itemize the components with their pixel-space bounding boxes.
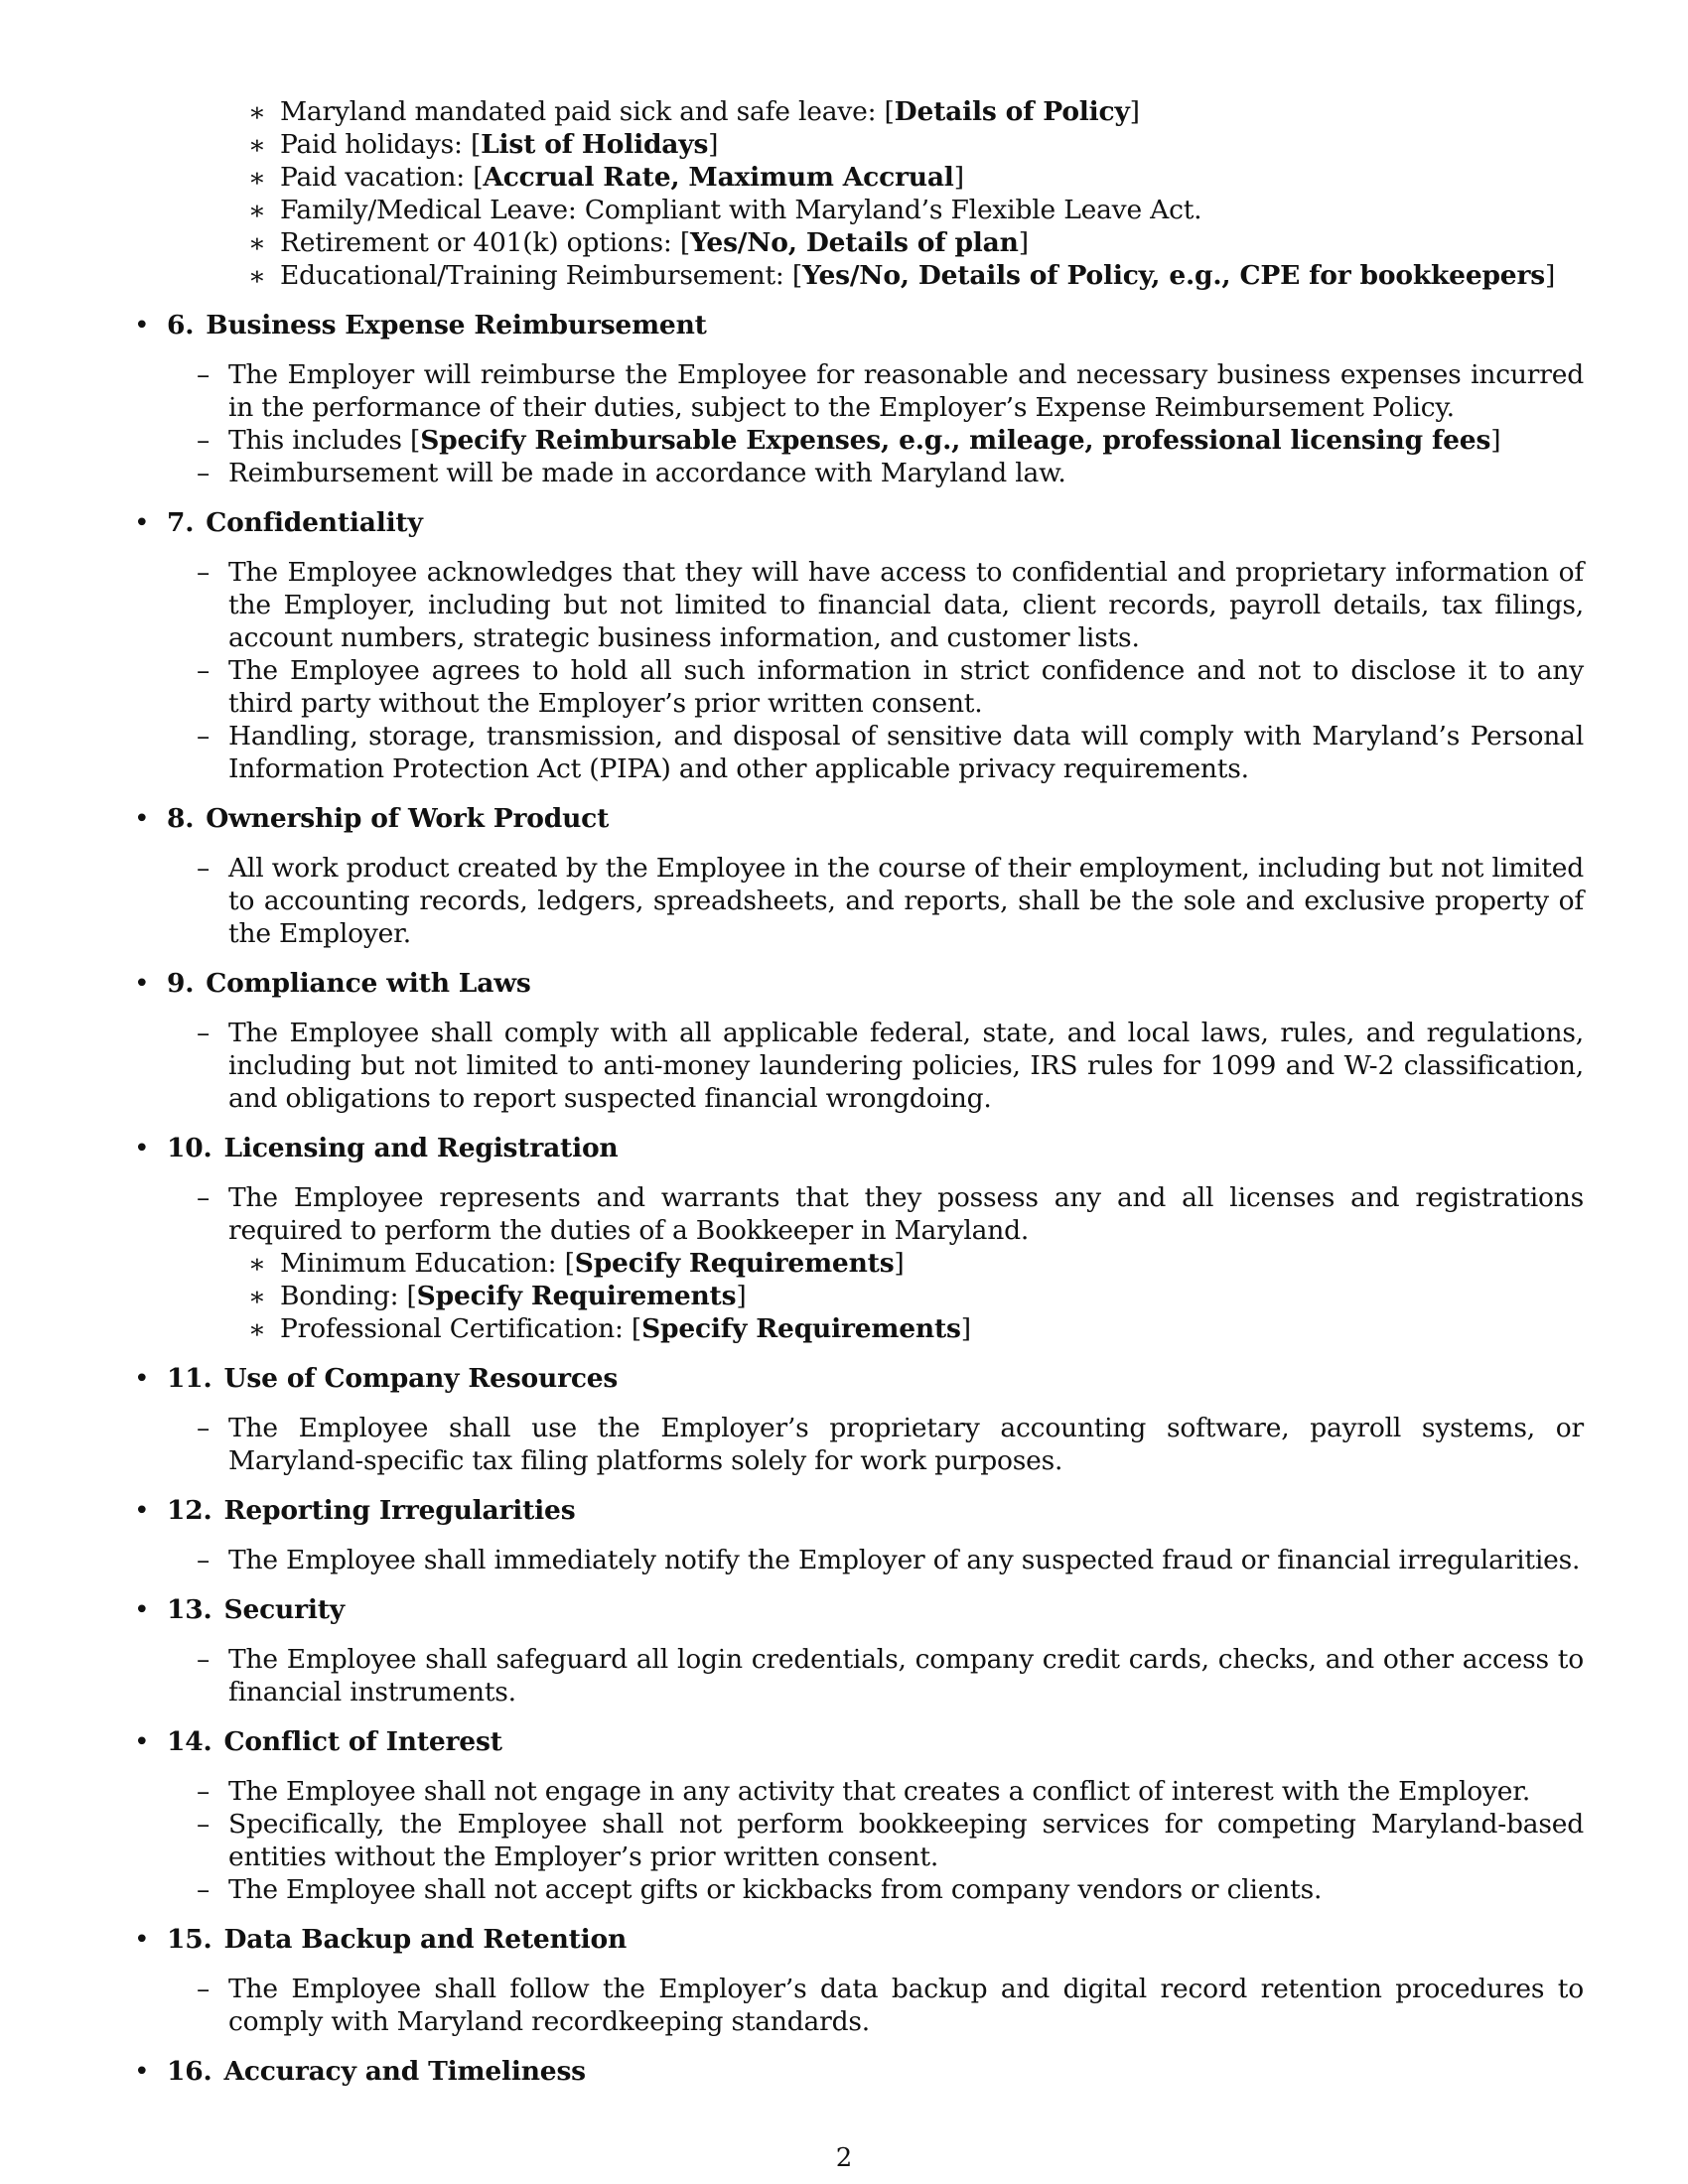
section-heading xyxy=(134,1725,1589,1758)
placeholder-field xyxy=(407,1281,747,1311)
item-text: Professional Certification: xyxy=(280,1313,632,1344)
section-heading xyxy=(134,967,1589,1000)
item-text: Minimum Education: xyxy=(280,1248,565,1279)
clause-item xyxy=(134,358,1589,424)
bracket-open: [ xyxy=(564,1248,575,1279)
placeholder-text: Specify Requirements xyxy=(416,1281,737,1311)
bracket-close: ] xyxy=(1018,227,1029,258)
placeholder-field xyxy=(792,260,1555,291)
list-marker: – xyxy=(197,1545,211,1575)
clause-item xyxy=(134,1973,1589,2038)
placeholder-text: Specify Requirements xyxy=(641,1313,961,1344)
section-number: 12. xyxy=(167,1495,212,1526)
placeholder-field xyxy=(473,162,964,193)
item-text: The Employee shall not engage in any activity that creates a conflict of interest with the Employer. xyxy=(228,1776,1531,1807)
section-number: 11. xyxy=(167,1363,212,1394)
requirement-item xyxy=(134,1280,1589,1312)
section-title: Confidentiality xyxy=(206,507,423,538)
list-marker: ∗ xyxy=(248,261,266,292)
clause-item xyxy=(134,1873,1589,1906)
section-number: 13. xyxy=(167,1594,212,1625)
bullet-icon: • xyxy=(134,507,150,538)
placeholder-field xyxy=(680,227,1029,258)
item-text: Family/Medical Leave: Compliant with Maryland’s Flexible Leave Act. xyxy=(280,195,1202,225)
item-text: The Employee represents and warrants that they possess any and all licenses and registrations required to perform the duties of a Bookkeeper in Maryland. xyxy=(228,1182,1584,1246)
placeholder-text: List of Holidays xyxy=(481,129,709,160)
bracket-open: [ xyxy=(470,129,482,160)
bracket-open: [ xyxy=(884,96,895,127)
clause-item xyxy=(134,1544,1589,1576)
item-text: The Employee shall not accept gifts or kickbacks from company vendors or clients. xyxy=(228,1874,1323,1905)
clause-item xyxy=(134,457,1589,489)
bullet-icon: • xyxy=(134,1726,150,1757)
list-marker: – xyxy=(197,458,211,488)
list-marker: – xyxy=(197,557,211,588)
section-heading xyxy=(134,309,1589,341)
section-title: Conflict of Interest xyxy=(223,1726,502,1757)
list-marker: ∗ xyxy=(248,196,266,226)
benefit-item xyxy=(134,194,1589,226)
list-marker: – xyxy=(197,1974,211,2004)
placeholder-field xyxy=(885,96,1140,127)
item-text: The Employer will reimburse the Employee for reasonable and necessary business expenses incurred in the performance of their duties, subject to the Employer’s Expense Reimbursement Policy. xyxy=(228,359,1584,423)
item-text: The Employee shall use the Employer’s proprietary accounting software, payroll systems, or Maryland-specific tax filing platforms solely for work purposes. xyxy=(228,1413,1584,1476)
list-marker: – xyxy=(197,721,211,751)
list-marker: ∗ xyxy=(248,97,266,128)
section-number: 8. xyxy=(167,803,195,834)
item-text: Reimbursement will be made in accordance with Maryland law. xyxy=(228,458,1066,488)
clause-item xyxy=(134,1017,1589,1115)
list-marker: ∗ xyxy=(248,130,266,161)
bracket-close: ] xyxy=(1544,260,1556,291)
benefit-item xyxy=(134,259,1589,292)
list-marker: – xyxy=(197,359,211,390)
bullet-icon: • xyxy=(134,968,150,999)
list-marker: – xyxy=(197,655,211,686)
item-text: Paid holidays: xyxy=(280,129,471,160)
section-title: Use of Company Resources xyxy=(223,1363,619,1394)
bracket-open: [ xyxy=(791,260,803,291)
item-text: Educational/Training Reimbursement: xyxy=(280,260,792,291)
section-heading xyxy=(134,1923,1589,1956)
list-marker: – xyxy=(197,853,211,884)
bracket-close: ] xyxy=(736,1281,747,1311)
placeholder-field xyxy=(632,1313,971,1344)
list-marker: – xyxy=(197,1809,211,1840)
bracket-open: [ xyxy=(406,1281,417,1311)
clause-item xyxy=(134,556,1589,654)
clause-item xyxy=(134,654,1589,720)
section-number: 6. xyxy=(167,310,195,341)
section-number: 10. xyxy=(167,1133,212,1163)
placeholder-text: Details of Policy xyxy=(894,96,1130,127)
list-marker: ∗ xyxy=(248,1249,266,1280)
placeholder-text: Specify Requirements xyxy=(574,1248,895,1279)
bullet-icon: • xyxy=(134,1363,150,1394)
item-text: Paid vacation: xyxy=(280,162,474,193)
placeholder-text: Specify Reimbursable Expenses, e.g., mileage, professional licensing fees xyxy=(420,425,1491,456)
item-text: Handling, storage, transmission, and disposal of sensitive data will comply with Maryland’s Personal Information Protection Act (PIPA) and other applicable privacy requirements. xyxy=(228,721,1584,784)
section-number: 7. xyxy=(167,507,195,538)
bullet-icon: • xyxy=(134,2056,150,2087)
document-body xyxy=(134,95,1589,2105)
requirement-item xyxy=(134,1312,1589,1345)
clause-item xyxy=(134,1412,1589,1477)
benefit-item xyxy=(134,226,1589,259)
section-number: 16. xyxy=(167,2056,212,2087)
section-heading xyxy=(134,1494,1589,1527)
list-marker: – xyxy=(197,1413,211,1443)
bracket-close: ] xyxy=(1490,425,1501,456)
list-marker: – xyxy=(197,1776,211,1807)
bracket-open: [ xyxy=(679,227,691,258)
benefit-item xyxy=(134,161,1589,194)
placeholder-field xyxy=(410,425,1500,456)
placeholder-field xyxy=(565,1248,905,1279)
bracket-open: [ xyxy=(473,162,484,193)
section-title: Data Backup and Retention xyxy=(223,1924,628,1955)
bracket-open: [ xyxy=(410,425,421,456)
section-heading xyxy=(134,1362,1589,1395)
placeholder-text: Accrual Rate, Maximum Accrual xyxy=(483,162,954,193)
bullet-icon: • xyxy=(134,1924,150,1955)
item-text: Bonding: xyxy=(280,1281,407,1311)
section-title: Security xyxy=(223,1594,345,1625)
list-marker: – xyxy=(197,1874,211,1905)
section-number: 14. xyxy=(167,1726,212,1757)
section-number: 9. xyxy=(167,968,195,999)
item-text: All work product created by the Employee in the course of their employment, including but not limited to accounting records, ledgers, spreadsheets, and reports, shall be the sole and exclusive property of the Employer. xyxy=(228,853,1584,949)
list-marker: – xyxy=(197,425,211,456)
bracket-close: ] xyxy=(953,162,964,193)
placeholder-text: Yes/No, Details of Policy, e.g., CPE for bookkeepers xyxy=(802,260,1545,291)
benefit-item xyxy=(134,128,1589,161)
section-heading xyxy=(134,1132,1589,1164)
placeholder-field xyxy=(471,129,718,160)
item-text: The Employee shall comply with all applicable federal, state, and local laws, rules, and regulations, including but not limited to anti-money laundering policies, IRS rules for 1099 and W-2 classification, and obligations to report suspected financial wrongdoing. xyxy=(228,1018,1584,1114)
item-text: The Employee shall follow the Employer’s data backup and digital record retention procedures to comply with Maryland recordkeeping standards. xyxy=(228,1974,1584,2037)
section-heading xyxy=(134,802,1589,835)
benefits-list xyxy=(134,95,1589,292)
benefit-item xyxy=(134,95,1589,128)
clause-item xyxy=(134,720,1589,785)
section-heading xyxy=(134,2055,1589,2088)
clause-item xyxy=(134,1643,1589,1708)
bracket-close: ] xyxy=(960,1313,971,1344)
item-text: The Employee agrees to hold all such information in strict confidence and not to disclose it to any third party without the Employer’s prior written consent. xyxy=(228,655,1584,719)
list-marker: – xyxy=(197,1182,211,1213)
bullet-icon: • xyxy=(134,310,150,341)
clause-item xyxy=(134,1181,1589,1247)
bracket-close: ] xyxy=(708,129,719,160)
section-title: Business Expense Reimbursement xyxy=(206,310,707,341)
section-title: Licensing and Registration xyxy=(223,1133,619,1163)
clause-item xyxy=(134,852,1589,950)
bullet-icon: • xyxy=(134,803,150,834)
page-number: 2 xyxy=(835,2143,853,2173)
list-marker: ∗ xyxy=(248,228,266,259)
list-marker: ∗ xyxy=(248,1314,266,1345)
bullet-icon: • xyxy=(134,1594,150,1625)
list-marker: ∗ xyxy=(248,163,266,194)
clause-item xyxy=(134,1775,1589,1808)
item-text: The Employee acknowledges that they will have access to confidential and proprietary information of the Employer, including but not limited to financial data, client records, payroll details, tax filings, account numbers, strategic business information, and customer lists. xyxy=(228,557,1584,653)
bullet-icon: • xyxy=(134,1495,150,1526)
list-marker: – xyxy=(197,1644,211,1675)
bracket-open: [ xyxy=(631,1313,642,1344)
item-text: Retirement or 401(k) options: xyxy=(280,227,680,258)
item-text: The Employee shall immediately notify the Employer of any suspected fraud or financial irregularities. xyxy=(228,1545,1581,1575)
clause-item xyxy=(134,424,1589,457)
placeholder-text: Yes/No, Details of plan xyxy=(690,227,1019,258)
clause-item xyxy=(134,1808,1589,1873)
bracket-close: ] xyxy=(894,1248,905,1279)
section-heading xyxy=(134,506,1589,539)
section-number: 15. xyxy=(167,1924,212,1955)
section-title: Reporting Irregularities xyxy=(223,1495,576,1526)
section-title: Accuracy and Timeliness xyxy=(223,2056,586,2087)
list-marker: ∗ xyxy=(248,1282,266,1312)
section-title: Compliance with Laws xyxy=(206,968,531,999)
section-title: Ownership of Work Product xyxy=(206,803,610,834)
item-text: Specifically, the Employee shall not perform bookkeeping services for competing Maryland-based entities without the Employer’s prior written consent. xyxy=(228,1809,1584,1872)
section-heading xyxy=(134,1593,1589,1626)
bullet-icon: • xyxy=(134,1133,150,1163)
requirement-item xyxy=(134,1247,1589,1280)
sections-list xyxy=(134,309,1589,2088)
bracket-close: ] xyxy=(1129,96,1140,127)
item-text: This includes xyxy=(228,425,411,456)
list-marker: – xyxy=(197,1018,211,1048)
item-text: The Employee shall safeguard all login credentials, company credit cards, checks, and other access to financial instruments. xyxy=(228,1644,1584,1707)
item-text: Maryland mandated paid sick and safe leave: xyxy=(280,96,885,127)
